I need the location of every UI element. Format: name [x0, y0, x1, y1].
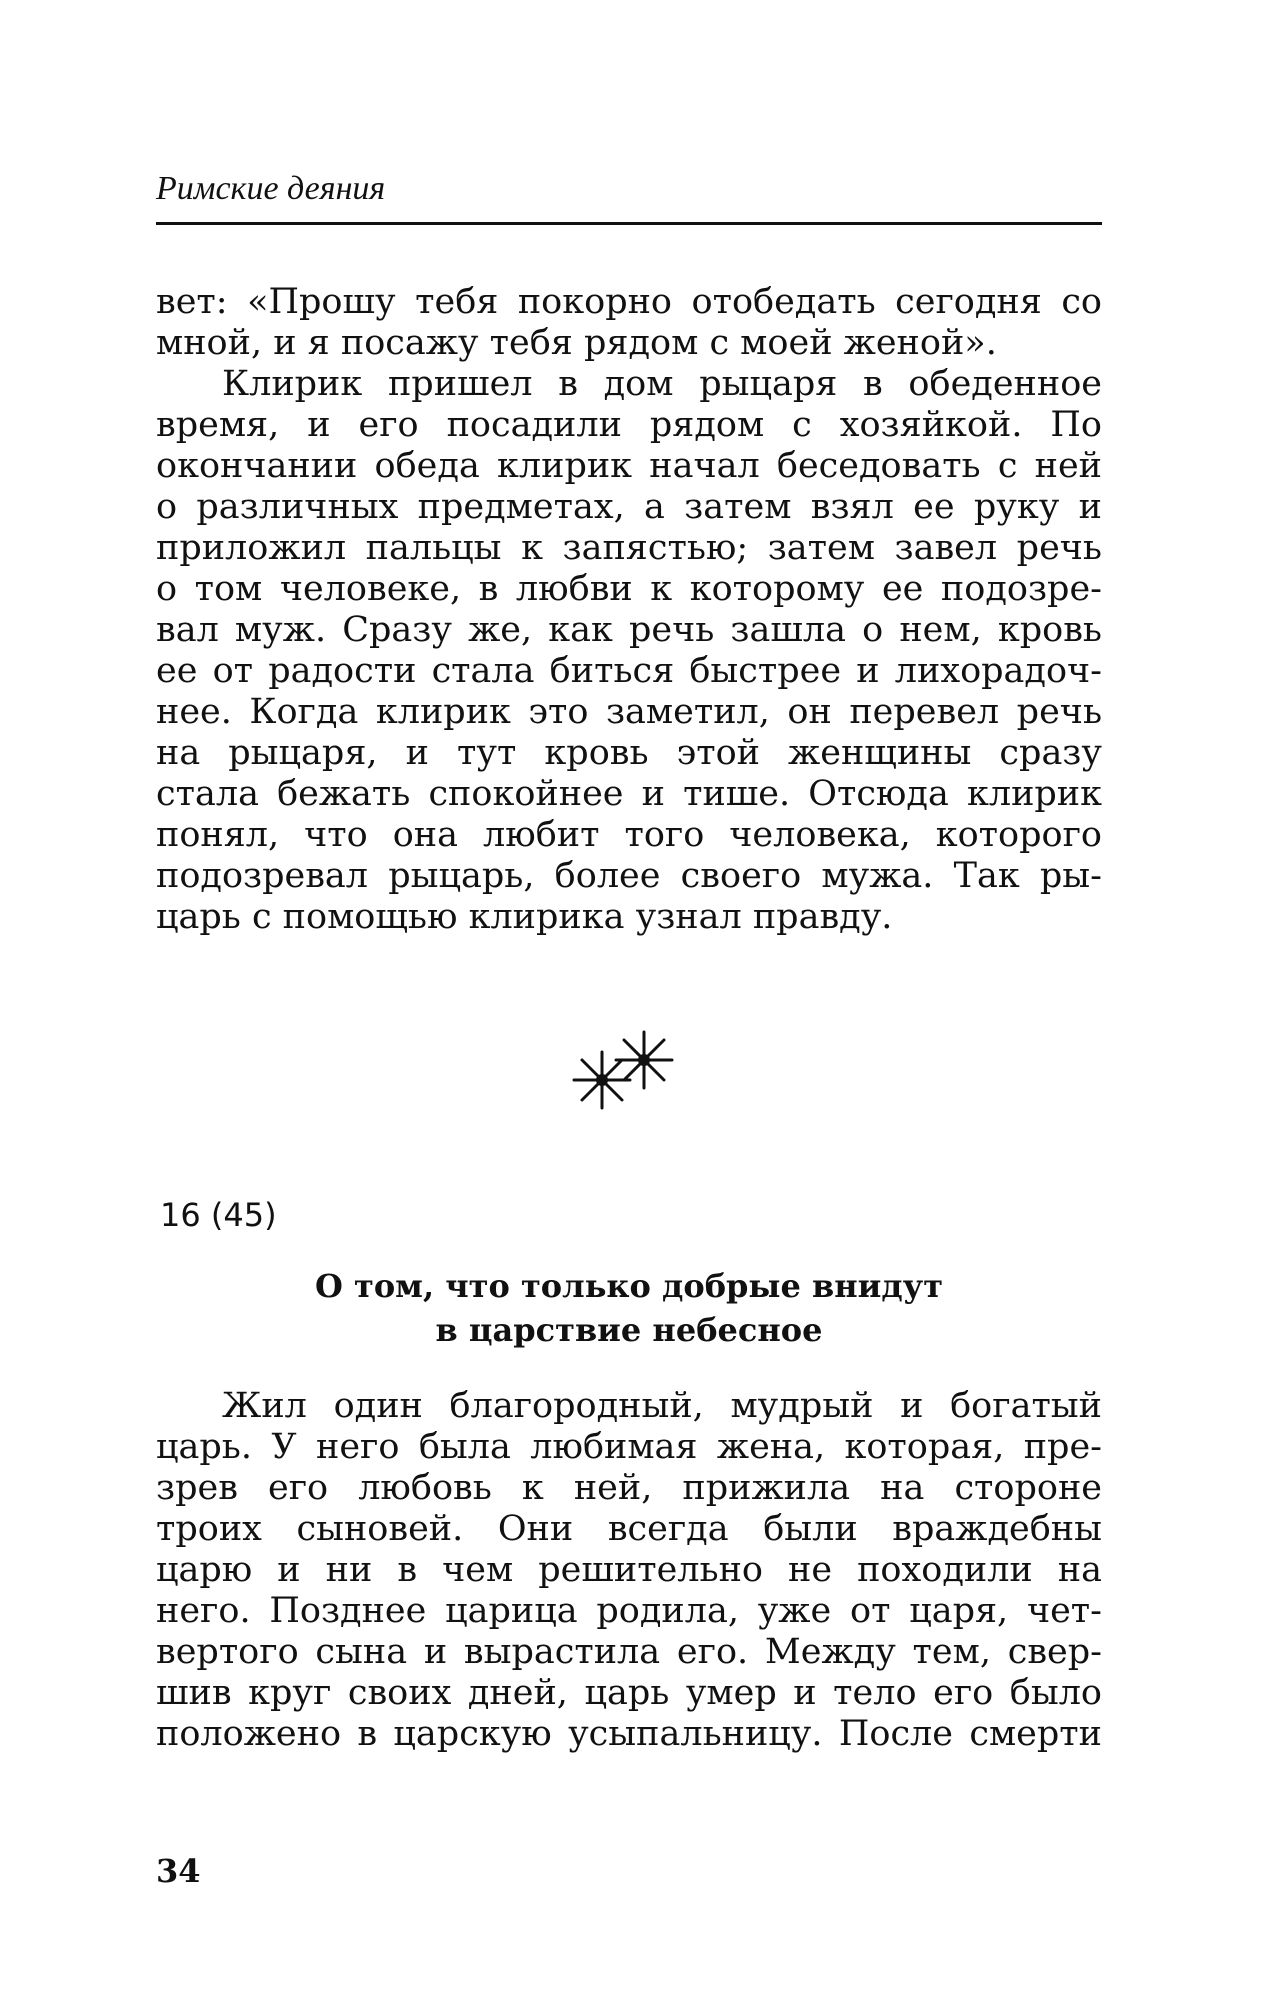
- text-line: зрев его любовь к ней, прижила на стороне: [156, 1468, 1102, 1508]
- running-head: Римские деяния: [156, 170, 386, 207]
- text-line: ее от радости стала биться быстрее и лихорадоч-: [156, 651, 1102, 691]
- double-star-ornament-icon: [560, 1030, 690, 1110]
- text-line: о различных предметах, а затем взял ее руку и: [156, 487, 1102, 527]
- text-line: троих сыновей. Они всегда были враждебны: [156, 1509, 1102, 1549]
- text-line: нее. Когда клирик это заметил, он перевел речь: [156, 692, 1102, 732]
- text-line: на рыцаря, и тут кровь этой женщины сразу: [156, 733, 1102, 773]
- text-line: вал муж. Сразу же, как речь зашла о нем, кровь: [156, 610, 1102, 650]
- text-line: понял, что она любит того человека, которого: [156, 815, 1102, 855]
- section-title-line: О том, что только добрые внидут: [314, 1267, 944, 1305]
- text-line: царь с помощью клирика узнал правду.: [156, 897, 893, 937]
- text-line: о том человеке, в любви к которому ее подозре-: [156, 569, 1102, 609]
- section-title-line: в царствие небесное: [435, 1311, 823, 1349]
- section-number: 16 (45): [160, 1196, 277, 1234]
- text-line: вертого сына и вырастила его. Между тем, свер-: [156, 1632, 1102, 1672]
- header-rule: [156, 222, 1102, 225]
- page-number: 34: [156, 1852, 201, 1890]
- text-line: него. Позднее царица родила, уже от царя, чет-: [156, 1591, 1102, 1631]
- text-line: царь. У него была любимая жена, которая, пре-: [156, 1427, 1102, 1467]
- text-line: шив круг своих дней, царь умер и тело его было: [156, 1673, 1102, 1713]
- paragraph-continuation: [156, 282, 1102, 364]
- text-line: мной, и я посажу тебя рядом с моей женой».: [156, 323, 997, 363]
- text-line: время, и его посадили рядом с хозяйкой. По: [156, 405, 1102, 445]
- paragraph-clerk-story: [156, 364, 1102, 938]
- text-line: подозревал рыцарь, более своего мужа. Так ры-: [156, 856, 1102, 896]
- text-line: царю и ни в чем решительно не походили на: [156, 1550, 1102, 1590]
- paragraph-king-story: [156, 1386, 1102, 1755]
- text-line: окончании обеда клирик начал беседовать с ней: [156, 446, 1102, 486]
- text-line: стала бежать спокойнее и тише. Отсюда клирик: [156, 774, 1102, 814]
- section-title: [156, 1264, 1102, 1352]
- text-line: вет: «Прошу тебя покорно отобедать сегодня со: [156, 282, 1102, 322]
- text-line: положено в царскую усыпальницу. После смерти: [156, 1714, 1102, 1754]
- text-line: приложил пальцы к запястью; затем завел речь: [156, 528, 1102, 568]
- text-line: Жил один благородный, мудрый и богатый: [222, 1386, 1102, 1426]
- text-line: Клирик пришел в дом рыцаря в обеденное: [222, 364, 1102, 404]
